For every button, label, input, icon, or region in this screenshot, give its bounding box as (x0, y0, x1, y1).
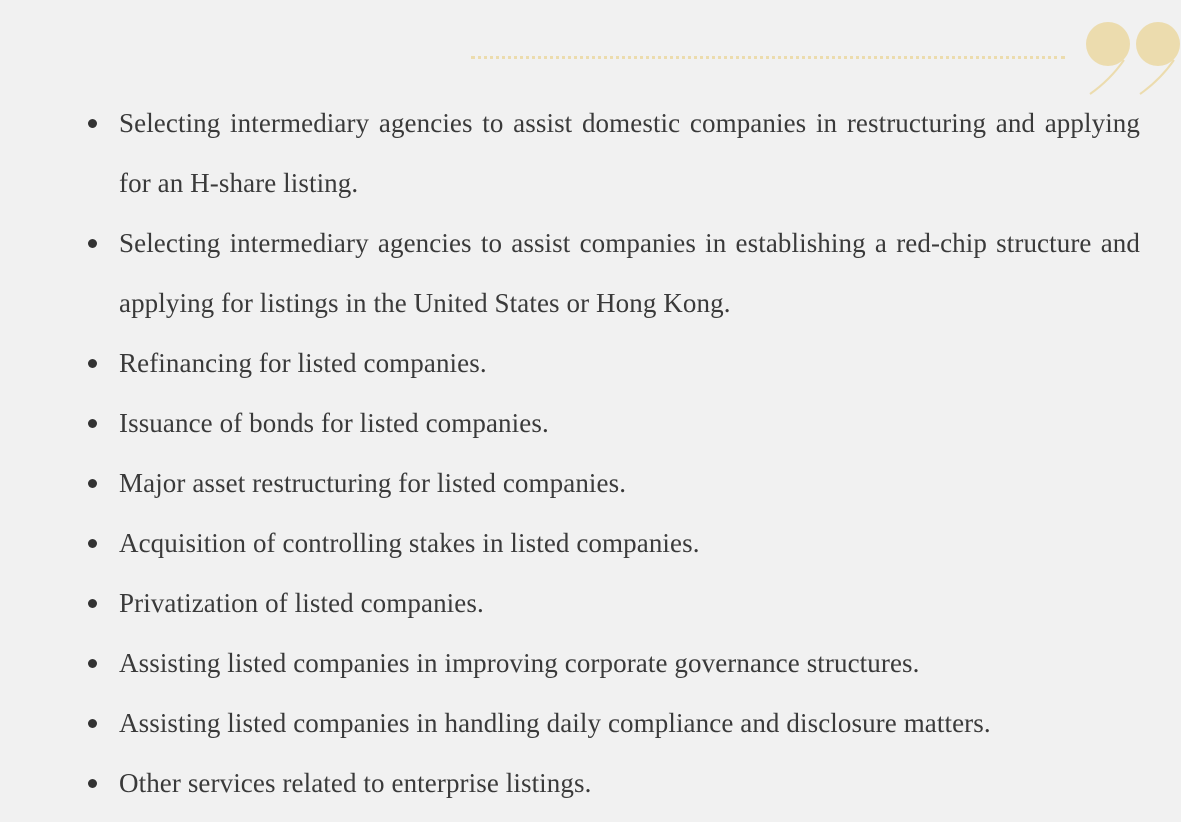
service-text: Assisting listed companies in improving corporate governance structures. (119, 648, 920, 678)
list-item (119, 213, 1140, 333)
bullet-dot-icon (88, 659, 97, 668)
list-item (119, 693, 1140, 753)
list-item (119, 573, 1140, 633)
bullet-dot-icon (88, 539, 97, 548)
list-item (119, 333, 1140, 393)
bullet-dot-icon (88, 239, 97, 248)
bullet-dot-icon (88, 719, 97, 728)
bullet-dot-icon (88, 119, 97, 128)
service-text: Refinancing for listed companies. (119, 348, 487, 378)
service-text: Major asset restructuring for listed companies. (119, 468, 627, 498)
list-item (119, 453, 1140, 513)
closing-quote-icon (1084, 18, 1181, 98)
services-list (0, 93, 1181, 813)
service-text: Assisting listed companies in handling daily compliance and disclosure matters. (119, 708, 991, 738)
decorative-dotted-line (471, 56, 1065, 59)
service-text: Privatization of listed companies. (119, 588, 484, 618)
list-item (119, 393, 1140, 453)
service-text: Other services related to enterprise listings. (119, 768, 592, 798)
list-item (119, 753, 1140, 813)
bullet-dot-icon (88, 479, 97, 488)
service-text: Selecting intermediary agencies to assist domestic companies in restructuring and applying for an H-share listing. (119, 108, 1140, 198)
service-text: Selecting intermediary agencies to assist companies in establishing a red-chip structure and applying for listings in the United States or Hong Kong. (119, 228, 1140, 318)
list-item (119, 93, 1140, 213)
bullet-dot-icon (88, 599, 97, 608)
service-text: Issuance of bonds for listed companies. (119, 408, 549, 438)
list-item (119, 633, 1140, 693)
service-text: Acquisition of controlling stakes in listed companies. (119, 528, 700, 558)
bullet-dot-icon (88, 359, 97, 368)
bullet-dot-icon (88, 419, 97, 428)
list-item (119, 513, 1140, 573)
bullet-dot-icon (88, 779, 97, 788)
